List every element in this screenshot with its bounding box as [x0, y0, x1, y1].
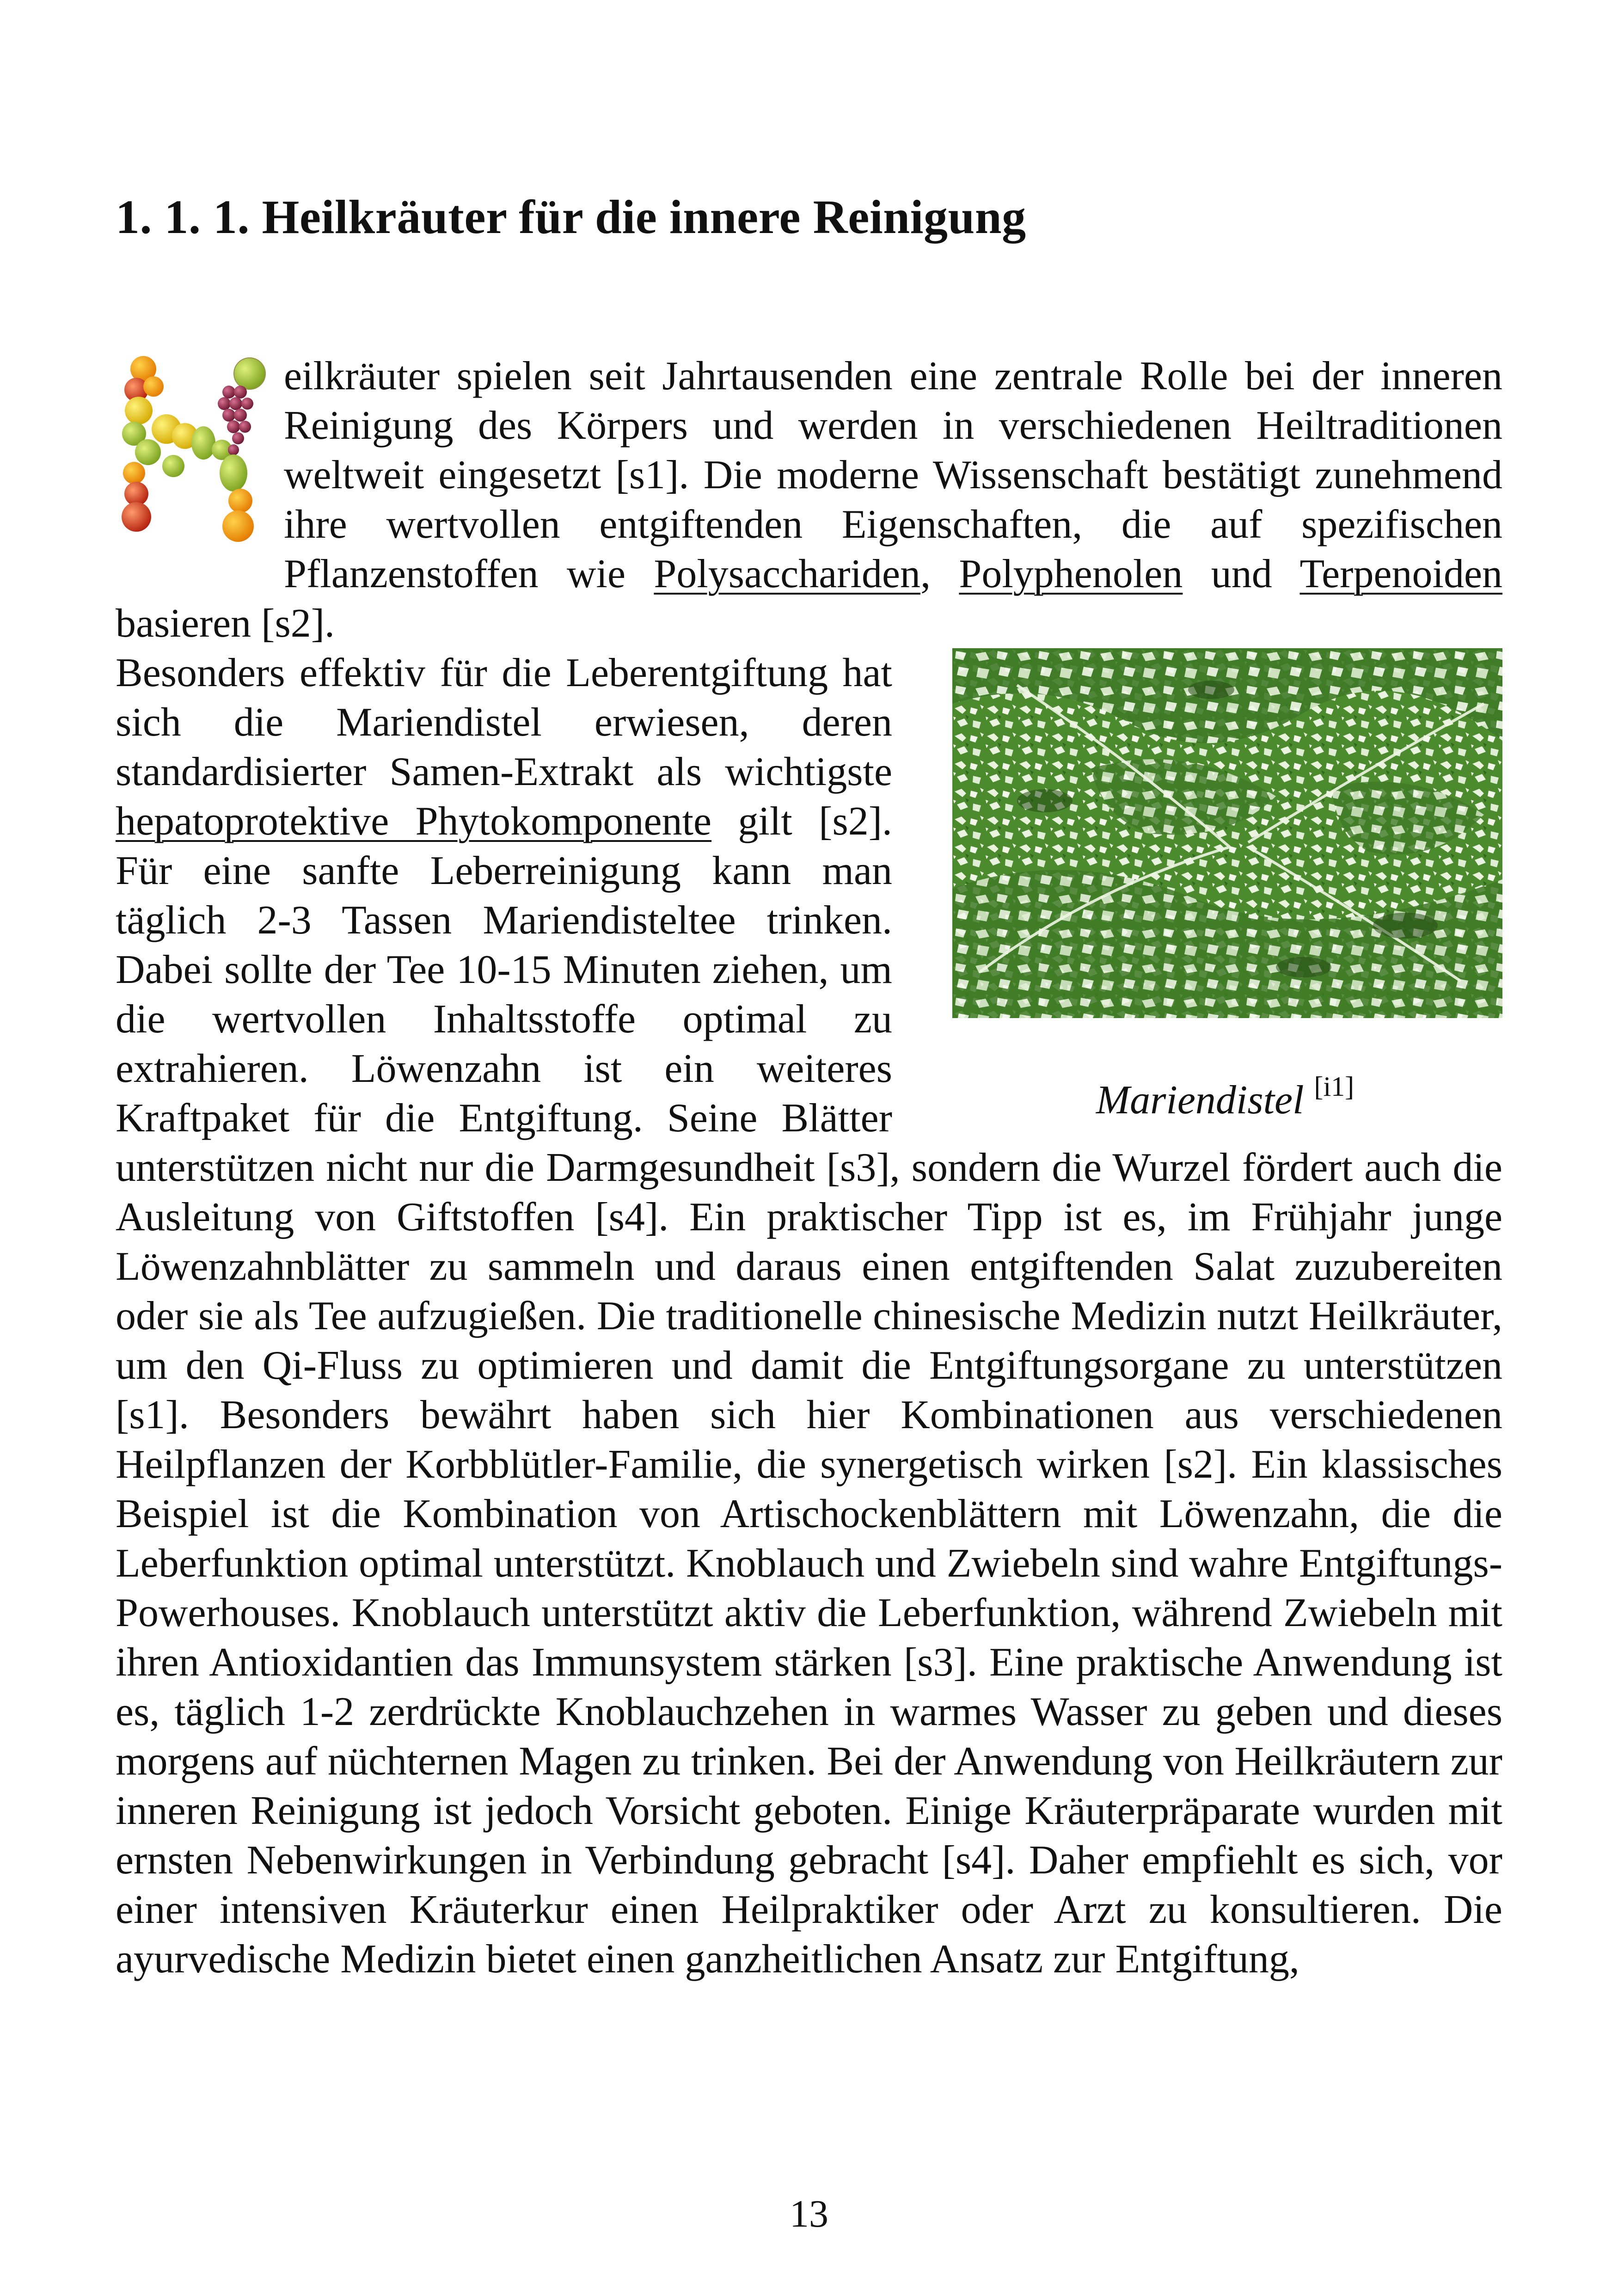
main-text-rest: gilt [s2]. Für eine sanfte Leberreinigung kann man täglich 2-3 Tassen Mariendisteltee trinken. Dabei sollte der Tee 10-15 Minuten ziehen, um die wertvollen Inhaltsstoffe optimal zu extrahieren. Löwenzahn ist ein weiteres Kraftpaket für die Entgiftung. Seine Blätter unterstützen nicht nur die Darmgesundheit [s3], sondern die Wurzel fördert auch die Ausleitung von Giftstoffen [s4]. Ein praktischer Tipp ist es, im Frühjahr junge Löwenzahnblätter zu sammeln und daraus einen entgiftenden Salat zuzubereiten oder sie als Tee aufzugießen. Die traditionelle chinesische Medizin nutzt Heilkräuter, um den Qi-Fluss zu optimieren und damit die Entgiftungsorgane zu unterstützen [s1]. Besonders bewährt haben sich hier Kombinationen aus verschiedenen Heilpflanzen der Korbblütler-Familie, die synergetisch wirken [s2]. Ein klassisches Beispiel ist die Kombination von Artischockenblättern mit Löwenzahn, die die Leberfunktion optimal unterstützt. Knoblauch und Zwiebeln sind wahre Entgiftungs-Powerhouses. Knoblauch unterstützt aktiv die Leberfunktion, während Zwiebeln mit ihren Antioxidantien das Immunsystem stärken [s3]. Eine praktische Anwendung ist es, täglich 1-2 zerdrückte Knoblauchzehen in warmes Wasser zu geben und dieses morgens auf nüchternen Magen zu trinken. Bei der Anwendung von Heilkräutern zur inneren Reinigung ist jedoch Vorsicht geboten. Einige Kräuterpräparate wurden mit ernsten Nebenwirkungen in Verbindung gebracht [s4]. Daher empfiehlt es sich, vor einer intensiven Kräuterkur einen Heilpraktiker oder Arzt zu konsultieren. Die ayurvedische Medizin bietet einen ganzheitlichen Ansatz zur Entgiftung,: [116, 799, 1502, 1982]
fruit-dropcap-H-icon: [116, 355, 268, 554]
link-terpenoid[interactable]: Terpenoiden: [1299, 552, 1503, 596]
intro-text: eilkräuter spielen seit Jahrtausenden eine zentrale Rolle bei der inneren Reinigung des Körpers und werden in verschiedenen Heiltraditionen weltweit eingesetzt [s1]. Die moderne Wissenschaft bestätigt zunehmend ihre wertvollen entgiftenden Eigenschaften, die auf spezifischen Pflanzenstoffen wie: [284, 354, 1502, 596]
link-polysaccharide[interactable]: Polysacchariden: [654, 552, 921, 596]
main-text-start: Besonders effektiv für die Leberentgiftung hat sich die Mariendistel erwiesen, deren standardisierter Samen-Extrakt als wichtigste: [116, 651, 892, 794]
section-heading: 1. 1. 1. Heilkräuter für die innere Reinigung: [116, 190, 1026, 244]
intro-paragraph: eilkräuter spielen seit Jahrtausenden eine zentrale Rolle bei der inneren Reinigung des Körpers und werden in verschiedenen Heiltraditionen weltweit eingesetzt [s1]. Die moderne Wissenschaft bestätigt zunehmend ihre wertvollen entgiftenden Eigenschaften, die auf spezifischen Pflanzenstoffen wie Polysacchariden, Polyphenolen und Terpenoiden basieren [s2].: [116, 354, 1503, 646]
link-polyphenol[interactable]: Polyphenolen: [959, 552, 1183, 596]
figure-mariendistel: [948, 648, 1502, 1125]
link-hepatoprotective[interactable]: hepatoprotektive Phytokomponente: [116, 799, 712, 844]
body-text: [116, 351, 1502, 1984]
page-number: 13: [790, 2192, 828, 2235]
figure-caption: Mariendistel [i1]: [1096, 1071, 1354, 1123]
image-reference: [i1]: [1314, 1071, 1354, 1102]
milk-thistle-photo: [952, 648, 1502, 1018]
